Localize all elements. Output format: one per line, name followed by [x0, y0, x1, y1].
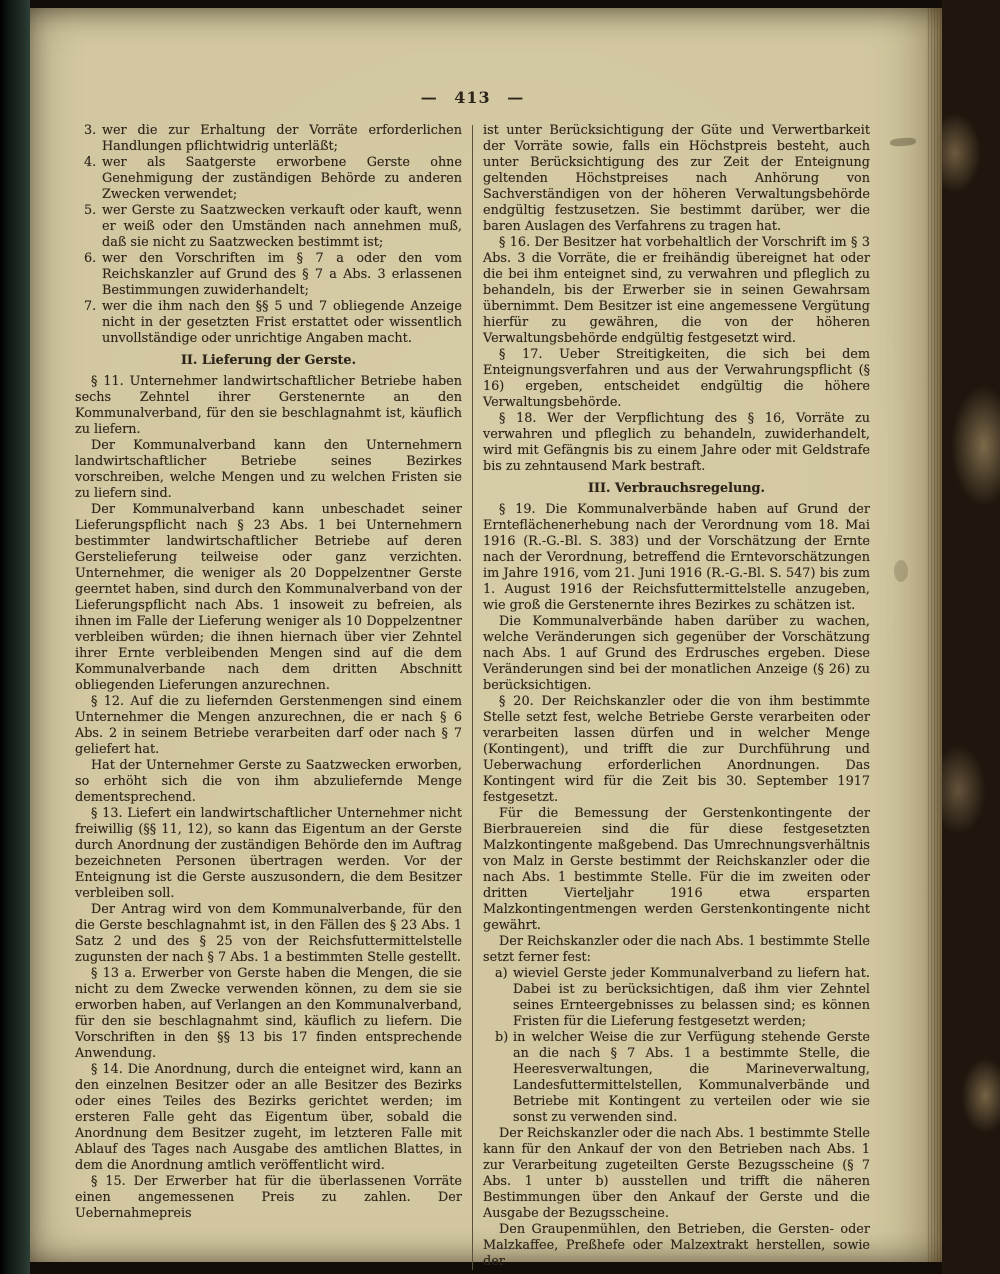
list-item — [483, 966, 870, 1030]
list-item — [75, 155, 462, 203]
ink-smudge — [894, 560, 908, 582]
list-item-marker: 6. — [84, 251, 97, 266]
list-item-marker: 5. — [84, 203, 97, 218]
text-columns — [75, 123, 870, 1270]
list-item-marker: a) — [495, 966, 508, 981]
paragraph: Der Reichskanzler oder die nach Abs. 1 bestimmte Stelle kann für den Ankauf der von den Betrieben nach Abs. 1 zur Verarbeitung zugeteilten Gerste Bezugsscheine (§ 7 Abs. 1 unter b) ausstellen und trifft die näheren Bestimmungen über den Ankauf der Gerste und die Ausgabe der Bezugsscheine. — [483, 1126, 870, 1221]
paragraph: Der Kommunalverband kann unbeschadet seiner Lieferungspflicht nach § 23 Abs. 1 bei Unternehmern bestimmter landwirtschaftlicher Betriebe auf deren Gerstelieferung teilweise oder ganz verzichten. Unternehmer, die weniger als 20 Doppelzentner Gerste geerntet haben, sind durch den Kommunalverband von der Lieferungspflicht nach Abs. 1 insoweit zu befreien, als ihnen im Falle der Lieferung weniger als 10 Doppelzentner verbleiben würden; die ihnen hiernach über vier Zehntel ihrer Ernte verbleibenden Mengen sind auf die dem Kommunalverbande nach dem dritten Abschnitt obliegenden Lieferungen anzurechnen. — [75, 502, 462, 693]
list-item-text: wer Gerste zu Saatzwecken verkauft oder kauft, wenn er weiß oder den Umständen nach annehmen muß, daß sie nicht zu Saatzwecken bestimmt ist; — [102, 203, 462, 250]
list-item — [75, 251, 462, 299]
list-item-text: wer die zur Erhaltung der Vorräte erforderlichen Handlungen pflichtwidrig unterläßt; — [102, 123, 462, 154]
list-item-marker: 3. — [84, 123, 97, 138]
list-item — [75, 123, 462, 155]
paragraph: § 17. Ueber Streitigkeiten, die sich bei dem Enteignungsverfahren und aus der Verwahrungspflicht (§ 16) ergeben, entscheidet endgültig die höhere Verwaltungsbehörde. — [483, 347, 870, 410]
list-item — [75, 299, 462, 347]
paragraph: § 20. Der Reichskanzler oder die von ihm bestimmte Stelle setzt fest, welche Betriebe Gerste verarbeiten oder verarbeiten lassen dürfen und in welcher Menge (Kontingent), und trifft die zur Durchführung und Ueberwachung erforderlichen Anordnungen. Das Kontingent wird für die Zeit bis 30. September 1917 festgesetzt. — [483, 694, 870, 805]
list-item — [483, 1030, 870, 1126]
page-paper — [30, 8, 942, 1269]
paragraph: § 12. Auf die zu liefernden Gerstenmengen sind einem Unternehmer die Mengen anzurechnen, die er nach § 6 Abs. 2 in seinem Betriebe verarbeiten darf oder nach § 7 geliefert hat. — [75, 694, 462, 757]
page-number-text: — 413 — — [420, 88, 525, 107]
list-item-text: wer den Vorschriften im § 7 a oder den vom Reichskanzler auf Grund des § 7 a Abs. 3 erlassenen Bestimmungen zuwiderhandelt; — [102, 251, 462, 298]
book-binding-left — [0, 0, 30, 1274]
section-heading: III. Verbrauchsregelung. — [588, 481, 765, 496]
stacked-page-edges — [926, 8, 942, 1262]
paragraph: § 13 a. Erwerber von Gerste haben die Mengen, die sie nicht zu dem Zwecke verwenden können, zu dem sie sie erworben haben, auf Verlangen an den Kommunalverband, für den sie beschlagnahmt sind, käuflich zu liefern. Die Vorschriften in den §§ 13 bis 17 finden entsprechende Anwendung. — [75, 966, 462, 1061]
list-item-text: wer die ihm nach den §§ 5 und 7 obliegende Anzeige nicht in der gesetzten Frist erstattet oder wissentlich unvollständige oder unrichtige Angaben macht. — [102, 299, 462, 346]
list-item-text: wieviel Gerste jeder Kommunalverband zu liefern hat. Dabei ist zu berücksichtigen, daß ihm vier Zehntel seines Ernteergebnisses zu belassen sind; es können Fristen für die Lieferung festgesetzt werden; — [513, 966, 870, 1029]
paragraph: § 16. Der Besitzer hat vorbehaltlich der Vorschrift im § 3 Abs. 3 die Vorräte, die er freihändig übereignet hat oder die bei ihm enteignet sind, zu verwahren und pfleglich zu behandeln, bis der Erwerber sie in seinen Gewahrsam übernimmt. Dem Besitzer ist eine angemessene Vergütung hierfür zu gewähren, die von der höheren Verwaltungsbehörde endgültig festgesetzt wird. — [483, 235, 870, 346]
paragraph: Der Antrag wird von dem Kommunalverbande, für den die Gerste beschlagnahmt ist, in den Fällen des § 23 Abs. 1 Satz 2 und des § 25 von der Reichsfuttermittelstelle zugunsten der nach § 7 Abs. 1 a bestimmten Stelle gestellt. — [75, 902, 462, 965]
list-item-marker: 4. — [84, 155, 97, 170]
paragraph: Der Reichskanzler oder die nach Abs. 1 bestimmte Stelle setzt ferner fest: — [483, 934, 870, 965]
list-item-marker: 7. — [84, 299, 97, 314]
paragraph: ist unter Berücksichtigung der Güte und Verwertbarkeit der Vorräte sowie, falls ein Höchstpreis besteht, auch unter Berücksichtigung des zur Zeit der Enteignung geltenden Höchstpreises nach Anhörung von Sachverständigen von der höheren Verwaltungsbehörde endgültig festzusetzen. Sie bestimmt darüber, wer die baren Auslagen des Verfahrens zu tragen hat. — [483, 123, 870, 234]
column-divider — [472, 125, 473, 1270]
list-item-text: wer als Saatgerste erworbene Gerste ohne Genehmigung der zuständigen Behörde zu anderen Zwecken verwendet; — [102, 155, 462, 202]
list-item-marker: b) — [495, 1030, 509, 1045]
paragraph: § 11. Unternehmer landwirtschaftlicher Betriebe haben sechs Zehntel ihrer Gerstenernte an den Kommunalverband, für den sie beschlagnahmt ist, käuflich zu liefern. — [75, 374, 462, 437]
paragraph: Der Kommunalverband kann den Unternehmern landwirtschaftlicher Betriebe seines Bezirkes vorschreiben, welche Mengen und zu welchen Fristen sie zu liefern sind. — [75, 438, 462, 501]
paragraph: § 14. Die Anordnung, durch die enteignet wird, kann an den einzelnen Besitzer oder an alle Besitzer des Bezirks oder eines Teiles des Bezirks gerichtet werden; im ersteren Falle geht das Eigentum über, sobald die Anordnung dem Besitzer zugeht, im letzteren Falle mit Ablauf des Tages nach Ausgabe des amtlichen Blattes, in dem die Anordnung amtlich veröffentlicht wird. — [75, 1062, 462, 1173]
paragraph: Die Kommunalverbände haben darüber zu wachen, welche Veränderungen sich gegenüber der Vorschätzung nach Abs. 1 auf Grund des Erdrusches ergeben. Diese Veränderungen sind bei der monatlichen Anzeige (§ 26) zu berücksichtigen. — [483, 614, 870, 693]
paragraph: Für die Bemessung der Gerstenkontingente der Bierbrauereien sind die für diese festgesetzten Malzkontingente maßgebend. Das Umrechnungsverhältnis von Malz in Gerste bestimmt der Reichskanzler oder die nach Abs. 1 bestimmte Stelle. Für die im zweiten oder dritten Vierteljahr 1916 etwa ersparten Malzkontingentmengen werden Gerstenkontingente nicht gewährt. — [483, 806, 870, 933]
list-item-text: in welcher Weise die zur Verfügung stehende Gerste an die nach § 7 Abs. 1 a bestimmte Stelle, die Heeresverwaltungen, die Marineverwaltung, Landesfuttermittelstellen, Kommunalverbände und Betriebe mit Kontingent zu verteilen oder wie sie sonst zu verwenden sind. — [513, 1030, 870, 1125]
page-number — [75, 88, 870, 107]
section-heading: II. Lieferung der Gerste. — [180, 353, 357, 368]
right-column — [483, 123, 870, 1270]
paragraph: Den Graupenmühlen, den Betrieben, die Gersten- oder Malzkaffee, Preßhefe oder Malzextrakt herstellen, sowie der — [483, 1222, 870, 1269]
left-column — [75, 123, 462, 1270]
paragraph: Hat der Unternehmer Gerste zu Saatzwecken erworben, so erhöht sich die von ihm abzuliefernde Menge dementsprechend. — [75, 758, 462, 805]
paragraph: § 18. Wer der Verpflichtung des § 16, Vorräte zu verwahren und pfleglich zu behandeln, zuwiderhandelt, wird mit Gefängnis bis zu einem Jahre oder mit Geldstrafe bis zu zehntausend Mark bestraft. — [483, 411, 870, 474]
ink-smudge — [890, 137, 916, 147]
paragraph: § 15. Der Erwerber hat für die überlassenen Vorräte einen angemessenen Preis zu zahlen. Der Uebernahmepreis — [75, 1174, 462, 1221]
list-item — [75, 203, 462, 251]
paragraph: § 19. Die Kommunalverbände haben auf Grund der Ernteflächenerhebung nach der Verordnung vom 18. Mai 1916 (R.-G.-Bl. S. 383) und der Vorschätzung der Ernte nach der Verordnung, betreffend die Erntevorschätzungen im Jahre 1916, vom 21. Juni 1916 (R.-G.-Bl. S. 547) bis zum 1. August 1916 der Reichsfuttermittelstelle anzugeben, wie groß die Gerstenernte ihres Bezirkes zu schätzen ist. — [483, 502, 870, 613]
paragraph: § 13. Liefert ein landwirtschaftlicher Unternehmer nicht freiwillig (§§ 11, 12), so kann das Eigentum an der Gerste durch Anordnung der zuständigen Behörde den im Auftrag bezeichneten Personen übertragen werden. Vor der Enteignung ist die Gerste auszusondern, die dem Besitzer verbleiben soll. — [75, 806, 462, 901]
book-cover-right — [942, 0, 1000, 1274]
